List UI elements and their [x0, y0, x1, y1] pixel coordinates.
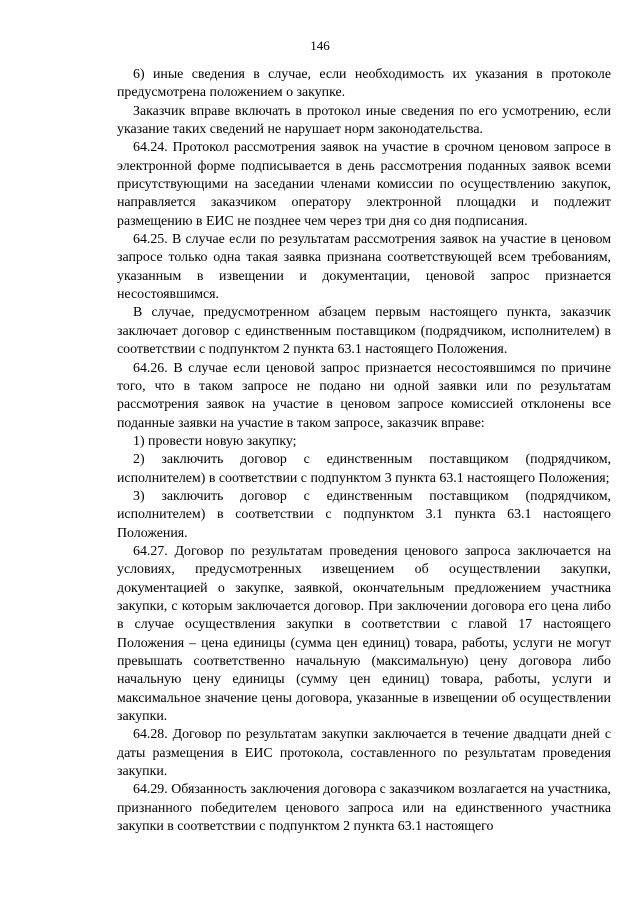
- body-text: [117, 66, 611, 836]
- paragraph-64-28: 64.28. Договор по результатам закупки заключается в течение двадцати дней с даты размещения в ЕИС протокола, составленного по результатам проведения закупки.: [117, 727, 611, 780]
- page-number: 146: [310, 38, 330, 53]
- paragraph-item-6: 6) иные сведения в случае, если необходимость их указания в протоколе предусмотрена положением о закупке.: [117, 67, 611, 101]
- paragraph-option-2: 2) заключить договор с единственным поставщиком (подрядчиком, исполнителем) в соответствии с подпунктом 3 пункта 63.1 настоящего Положения;: [117, 452, 611, 486]
- paragraph-option-1: 1) провести новую закупку;: [133, 433, 297, 449]
- paragraph-customer-right: Заказчик вправе включать в протокол иные сведения по его усмотрению, если указание таких сведений не нарушает норм законодательства.: [117, 103, 611, 138]
- paragraph-64-24: 64.24. Протокол рассмотрения заявок на участие в срочном ценовом запросе в электронной форме подписывается в день рассмотрения поданных заявок всеми присутствующими на заседании членами комиссии по осуществлению закупок, направляется заказчиком оператору электронной площадки и подлежит размещению в ЕИС не позднее чем через три дня со дня подписания.: [117, 140, 611, 229]
- paragraph-single-supplier: В случае, предусмотренном абзацем первым настоящего пункта, заказчик заключает договор с единственным поставщиком (подрядчиком, исполнителем) в соответствии с подпунктом 2 пункта 63.1 настоящего Положения.: [117, 305, 611, 358]
- paragraph-64-25: 64.25. В случае если по результатам рассмотрения заявок на участие в ценовом запросе только одна такая заявка признана соответствующей всем требованиям, указанным в извещении и документации, ценовой запрос признается несостоявшимся.: [117, 232, 611, 303]
- paragraph-64-27: 64.27. Договор по результатам проведения ценового запроса заключается на условиях, предусмотренных извещением об осуществлении закупки, документацией о закупке, заявкой, окончательным предложением участника закупки, с которым заключается договор. При заключении договора его цена либо в случае осуществления закупки в соответствии с главой 17 настоящего Положения – цена единицы (сумма цен единиц) товара, работы, услуги не могут превышать соответственно начальную (максимальную) цену договора либо начальную цену единицы (сумму цен единиц) товара, работы, услуги и максимальное значение цены договора, указанные в извещении об осуществлении закупки.: [117, 543, 611, 725]
- paragraph-64-29: 64.29. Обязанность заключения договора с заказчиком возлагается на участника, признанного победителем ценового запроса или на единственного участника закупки в соответствии с подпунктом 2 пункта 63.1 настоящего: [117, 782, 611, 835]
- paragraph-option-3: 3) заключить договор с единственным поставщиком (подрядчиком, исполнителем) в соответствии с подпунктом 3.1 пункта 63.1 настоящего Положения.: [117, 488, 611, 541]
- paragraph-64-26: 64.26. В случае если ценовой запрос признается несостоявшимся по причине того, что в таком запросе не подано ни одной заявки или по результатам рассмотрения заявок на участие в ценовом запросе комиссией отклонены все поданные заявки на участие в таком запросе, заказчик вправе:: [117, 360, 611, 431]
